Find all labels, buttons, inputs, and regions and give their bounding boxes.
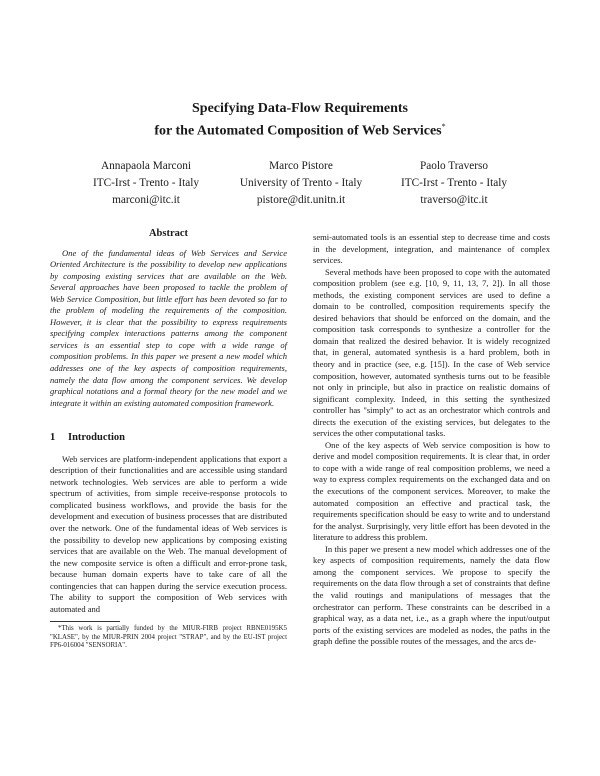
section-heading-introduction [50, 432, 287, 444]
author-email: pistore@dit.unitn.it [256, 194, 346, 206]
author-affiliation: University of Trento - Italy [239, 177, 363, 189]
author-affiliation: ITC-Irst - Trento - Italy [92, 177, 200, 189]
author-name: Marco Pistore [269, 160, 333, 172]
right-paragraph-2: Several methods have been proposed to cope with the automated composition problem (see e.g. [10, 9, 11, 13, 7, 2]). In all those methods, the existing component services are used to define a domain to be controlled, composition requirements specify the desired behaviors that should be enforced on the domain, and the composition task corresponds to synthesize a controller for the domain that realized the desired behavior. It is widely recognized that, in general, automated synthesis is a hard problem, both in theory and in practice (see, e.g. [15]). In the case of Web service composition, however, automated synthesis turns out to be feasible not only in principle, but also in practice on realistic domains of significant complexity. Indeed, in this setting the synthesized controller has "simply" to act as an orchestrator which controls and directs the execution of the existing services, but delegates to the services the other computational tasks. [313, 266, 550, 439]
intro-paragraph-1: Web services are platform-independent applications that export a description of their functionalities and are accessible using standard network technologies. Web services are able to perform a wide spectrum of activities, from simple receive-response protocols to complicated business workflows, and provide the basis for the development and execution of business processes that are distributed over the network. One of the fundamental ideas of Web services is the possibility to develop new applications by composing existing services that are available on the Web. The manual development of the new composite service is often a difficult and error-prone task, because human domain experts have to take care of all the contingencies that can happen during the service execution process. The ability to support the composition of Web services with automated and [50, 453, 287, 614]
right-column [313, 232, 550, 648]
section-title: Introduction [68, 432, 125, 444]
author-block-1 [61, 158, 231, 209]
paper-title-line-2 [0, 118, 600, 141]
author-email: marconi@itc.it [112, 194, 180, 206]
author-block-2 [216, 158, 386, 209]
right-paragraph-3: One of the key aspects of Web service composition is how to derive and model composition requirements. It is clear that, in order to cope with a wide range of real composition problems, we need a way to express complex requirements on the exchanged data and on the executions of the component services. Moreover, to make the automated composition an effective and practical task, the requirements specification should be easy to write and to understand for the analyst. Surprisingly, very little effort has been devoted in the literature to address this problem. [313, 439, 550, 543]
paper-title-line-1: Specifying Data-Flow Requirements [192, 101, 408, 116]
author-affiliation: ITC-Irst - Trento - Italy [400, 177, 508, 189]
paper-title-line-2-text: for the Automated Composition of Web Services [154, 123, 442, 139]
section-number: 1 [50, 432, 56, 444]
author-name: Paolo Traverso [419, 160, 489, 172]
author-name: Annapaola Marconi [100, 160, 192, 172]
right-continuation-paragraph: semi-automated tools is an essential step to decrease time and costs in the development, integration, and maintenance of complex services. [313, 232, 550, 266]
footnote-divider [50, 621, 120, 622]
author-email: traverso@itc.it [420, 194, 488, 206]
author-block-3 [369, 158, 539, 209]
abstract-heading: Abstract [148, 228, 189, 239]
footnote-funding: *This work is partially funded by the MIUR-FIRB project RBNE0195K5 "KLASE", by the MIUR-PRIN 2004 project "STRAP", and by the EU-IST project FP6-016004 "SENSORIA". [50, 625, 287, 650]
title-footnote-mark: * [441, 122, 446, 131]
abstract-text: One of the fundamental ideas of Web Services and Service Oriented Architecture is the possibility to develop new applications by composing existing services that are available on the Web. Several approaches have been proposed to tackle the problem of Web Service Composition, but little effort has been devoted so far to the problem of modeling the requirements of the composition. However, it is clear that the possibility to express requirements specifying complex interactions patterns among the component services is an essential step to cope with a wide range of composition problems. In this paper we present a new model which addresses one of the key aspects of composition requirements, namely the data flow among the component services. We develop graphical notations and a formal theory for the new model and we integrate it within an existing automated composition framework. [50, 247, 287, 408]
right-paragraph-4: In this paper we present a new model which addresses one of the key aspects of composition requirements, namely the data flow among the component services. We propose to specify the requirements on the data flow through a set of constraints that define the valid routings and manipulations of messages that the orchestrator can perform. These constraints can be described in a graphical way, as a data net, i.e., as a graph where the input/output ports of the existing services are modeled as nodes, the paths in the graph define the possible routes of the messages, and the arcs de- [313, 543, 550, 647]
left-column [50, 228, 287, 651]
